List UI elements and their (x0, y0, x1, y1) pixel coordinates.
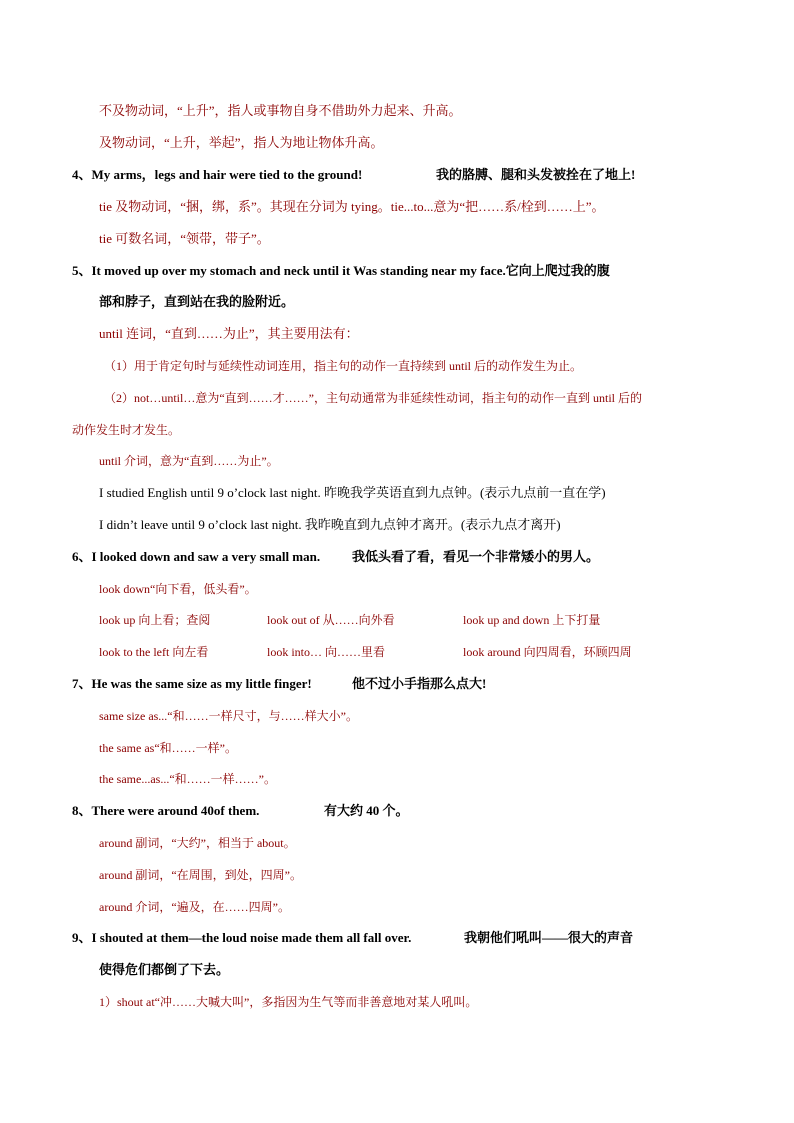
sentence-5-continued: 部和脖子，直到站在我的脸附近。 (99, 294, 295, 309)
text-line: until 连词，“直到……为止”，其主要用法有： (99, 326, 359, 341)
phrase: look into… 向……里看 (267, 645, 386, 659)
sentence-4-english: 4、My arms，legs and hair were tied to the ground! (72, 167, 363, 182)
text-line: tie 及物动词，“捆，绑，系”。其现在分词为 tying。tie...to...意为“把……系/栓到……上”。 (99, 199, 605, 214)
text-line: around 副词，“在周围，到处，四周”。 (99, 868, 302, 882)
text-line: around 副词，“大约”，相当于 about。 (99, 836, 296, 850)
phrase: look around 向四周看，环顾四周 (463, 645, 632, 659)
text-line: tie 可数名词，“领带，带子”。 (99, 231, 270, 246)
sentence-7-chinese: 他不过小手指那么点大! (352, 676, 487, 691)
sentence-9-continued: 使得危们都倒了下去。 (99, 962, 230, 977)
phrase: look up 向上看；查阅 (99, 613, 211, 627)
sentence-9-english: 9、I shouted at them—the loud noise made them all fall over. (72, 930, 412, 945)
text-line: the same as“和……一样”。 (99, 741, 237, 755)
text-line: 不及物动词，“上升”，指人或事物自身不借助外力起来、升高。 (99, 103, 462, 118)
phrase: look to the left 向左看 (99, 645, 209, 659)
text-line: （2）not…until…意为“直到……才……”，主句动通常为非延续性动词，指主句的动作一直到 until 后的 (104, 391, 642, 405)
sentence-5: 5、It moved up over my stomach and neck until it Was standing near my face.它向上爬过我的腹 (72, 263, 610, 278)
phrase: look up and down 上下打量 (463, 613, 601, 627)
sentence-9-chinese: 我朝他们吼叫——很大的声音 (464, 930, 634, 945)
sentence-6-english: 6、I looked down and saw a very small man. (72, 549, 321, 564)
text-line: the same...as...“和……一样……”。 (99, 772, 276, 786)
example-sentence: I didn’t leave until 9 o’clock last night. 我昨晚直到九点钟才离开。(表示九点才离开) (99, 517, 561, 532)
text-line: around 介词，“遍及，在……四周”。 (99, 900, 290, 914)
sentence-8-english: 8、There were around 40of them. (72, 803, 260, 818)
sentence-7-english: 7、He was the same size as my little finger! (72, 676, 312, 691)
phrase: look out of 从……向外看 (267, 613, 395, 627)
text-line: （1）用于肯定句时与延续性动词连用，指主句的动作一直持续到 until 后的动作发生为止。 (104, 359, 583, 373)
text-line: look down“向下看，低头看”。 (99, 582, 257, 596)
sentence-8-chinese: 有大约 40 个。 (324, 803, 409, 818)
text-line: same size as...“和……一样尺寸，与……样大小”。 (99, 709, 358, 723)
sentence-6-chinese: 我低头看了看，看见一个非常矮小的男人。 (352, 549, 600, 564)
text-line: until 介词，意为“直到……为止”。 (99, 454, 279, 468)
text-line: 1）shout at“冲……大喊大叫”，多指因为生气等而非善意地对某人吼叫。 (99, 995, 478, 1009)
text-line: 动作发生时才发生。 (72, 423, 181, 437)
text-line: 及物动词，“上升，举起”，指人为地让物体升高。 (99, 135, 384, 150)
sentence-4-chinese: 我的胳膊、腿和头发被拴在了地上! (436, 167, 636, 182)
example-sentence: I studied English until 9 o’clock last night. 昨晚我学英语直到九点钟。(表示九点前一直在学) (99, 485, 606, 500)
